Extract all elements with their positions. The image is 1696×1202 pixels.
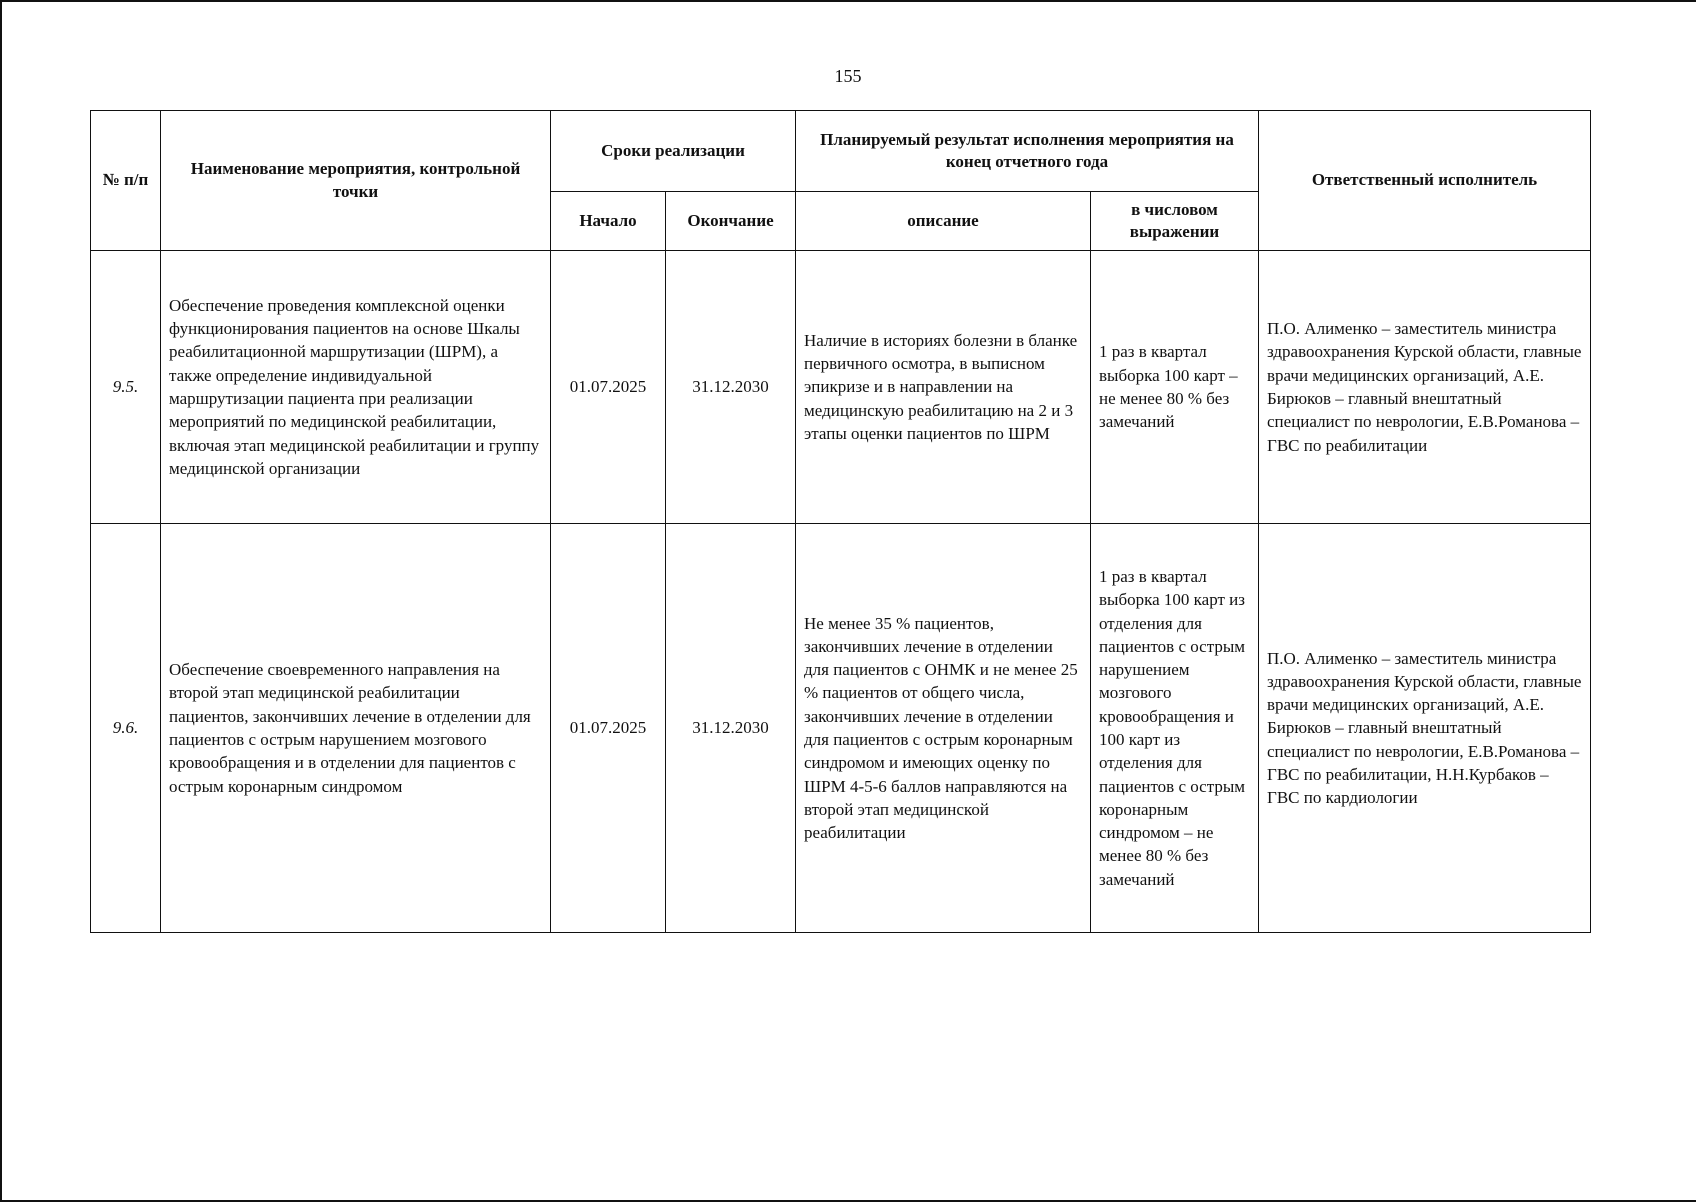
header-responsible: Ответственный исполнитель — [1259, 111, 1591, 251]
row-numeric: 1 раз в квартал выборка 100 карт из отделения для пациентов с острым нарушением мозгового кровообращения и 100 карт из отделения для пациентов с острым коронарным синдромом – не менее 80 % без замечаний — [1091, 524, 1259, 933]
header-result: Планируемый результат исполнения мероприятия на конец отчетного года — [796, 111, 1259, 192]
header-description: описание — [796, 192, 1091, 251]
header-numeric: в числовом выражении — [1091, 192, 1259, 251]
row-responsible: П.О. Алименко – заместитель министра здравоохранения Курской области, главные врачи медицинских организаций, А.Е. Бирюков – главный внештатный специалист по неврологии, Е.В.Романова – ГВС по реабилитации, Н.Н.Курбаков – ГВС по кардиологии — [1259, 524, 1591, 933]
header-start: Начало — [551, 192, 666, 251]
table-row — [91, 524, 1591, 933]
row-end-date: 31.12.2030 — [666, 251, 796, 524]
header-end: Окончание — [666, 192, 796, 251]
table-row — [91, 251, 1591, 524]
header-num: № п/п — [91, 111, 161, 251]
page-number: 155 — [834, 66, 862, 86]
header-name: Наименование мероприятия, контрольной точки — [161, 111, 551, 251]
row-number: 9.6. — [91, 524, 161, 933]
row-numeric: 1 раз в квартал выборка 100 карт – не менее 80 % без замечаний — [1091, 251, 1259, 524]
row-number: 9.5. — [91, 251, 161, 524]
row-end-date: 31.12.2030 — [666, 524, 796, 933]
row-description: Наличие в историях болезни в бланке первичного осмотра, в выписном эпикризе и в направлении на медицинскую реабилитацию на 2 и 3 этапы оценки пациентов по ШРМ — [796, 251, 1091, 524]
table-header-row — [91, 111, 1591, 192]
measures-table — [90, 110, 1591, 933]
row-start-date: 01.07.2025 — [551, 524, 666, 933]
row-name: Обеспечение своевременного направления на второй этап медицинской реабилитации пациентов, закончивших лечение в отделении для пациентов с острым нарушением мозгового кровообращения и в отделении для пациентов с острым коронарным синдромом — [161, 524, 551, 933]
row-description: Не менее 35 % пациентов, закончивших лечение в отделении для пациентов с ОНМК и не менее 25 % пациентов от общего числа, закончивших лечение в отделении для пациентов с острым коронарным синдромом и имеющих оценку по ШРМ 4-5-6 баллов направляются на второй этап медицинской реабилитации — [796, 524, 1091, 933]
row-name: Обеспечение проведения комплексной оценки функционирования пациентов на основе Шкалы реабилитационной маршрутизации (ШРМ), а также определение индивидуальной маршрутизации пациента при реализации мероприятий по медицинской реабилитации, включая этап медицинской реабилитации и группу медицинской организации — [161, 251, 551, 524]
header-terms: Сроки реализации — [551, 111, 796, 192]
row-start-date: 01.07.2025 — [551, 251, 666, 524]
row-responsible: П.О. Алименко – заместитель министра здравоохранения Курской области, главные врачи медицинских организаций, А.Е. Бирюков – главный внештатный специалист по неврологии, Е.В.Романова – ГВС по реабилитации — [1259, 251, 1591, 524]
